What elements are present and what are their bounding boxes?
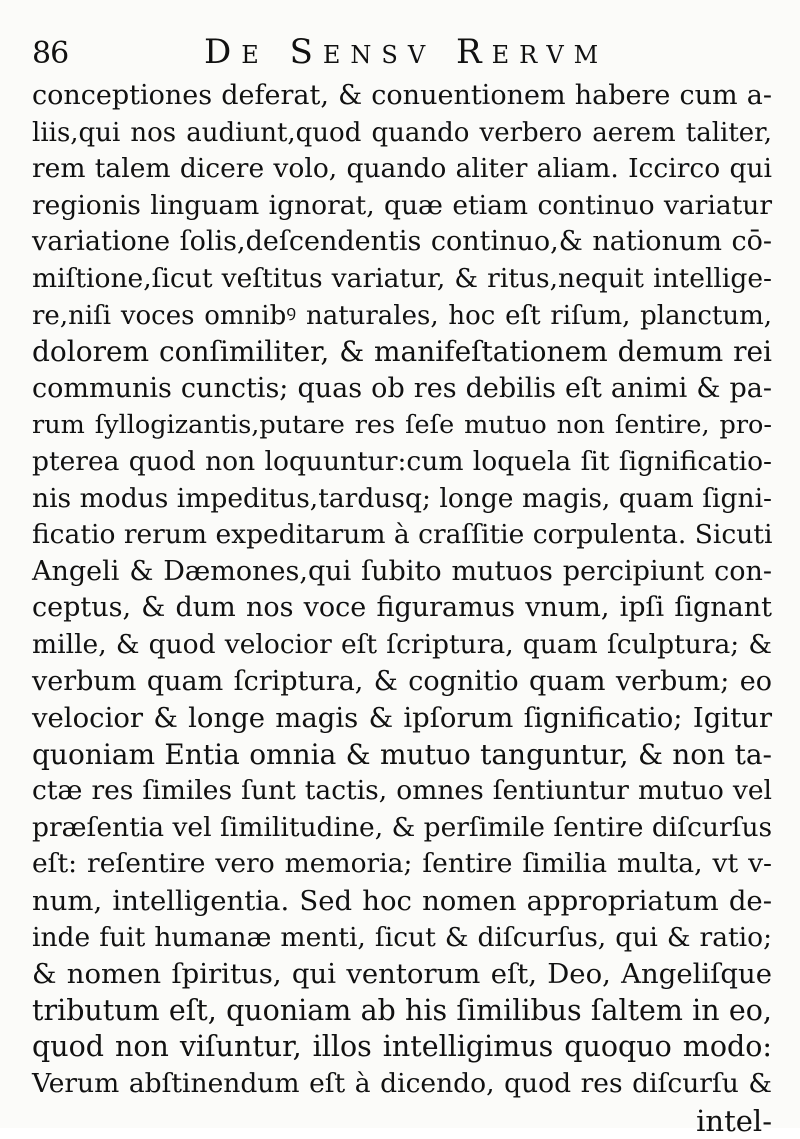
text-line: verbum quam ſcriptura, & cognitio quam verbum; eo: [32, 665, 772, 697]
text-line: regionis linguam ignorat, quæ etiam continuo variatur: [32, 189, 772, 221]
text-line: nis modus impeditus,tardusq; longe magis, quam ſigni-: [32, 482, 772, 514]
text-line: inde fuit humanæ menti, ſicut & diſcurſus, qui & ratio;: [32, 921, 772, 953]
text-line: quod non viſuntur, illos intelligimus quoquo modo:: [32, 1030, 772, 1064]
text-line: re,niſi voces omnibꝰ naturales, hoc eſt riſum, planctum,: [32, 300, 772, 331]
text-line: conceptiones deferat, & conuentionem habere cum a-: [32, 80, 772, 111]
text-line: variatione ſolis,deſcendentis continuo,& nationum cō-: [32, 226, 772, 258]
text-line: Angeli & Dæmones,qui ſubito mutuos percipiunt con-: [32, 555, 772, 587]
text-line: tributum eſt, quoniam ab his ſimilibus ſaltem in eo,: [32, 993, 772, 1027]
text-line: miſtione,ſicut veſtitus variatur, & ritus,nequit intellige-: [32, 262, 772, 294]
text-line: ctæ res ſimiles ſunt tactis, omnes ſentiuntur mutuo vel: [32, 775, 772, 807]
text-line: præſentia vel ſimilitudine, & perſimile ſentire diſcurſus: [32, 811, 773, 843]
text-line: liis,qui nos audiunt,quod quando verbero aerem taliter,: [32, 117, 772, 148]
text-line: eſt: reſentire vero memoria; ſentire ſimilia multa, vt v-: [32, 848, 772, 880]
text-line: dolorem conſimiliter, & manifeſtationem demum rei: [32, 335, 772, 369]
catchword: intel-: [696, 1103, 772, 1138]
text-line: ficatio rerum expeditarum à craſſitie corpulenta. Sicuti: [32, 519, 773, 551]
text-line: Verum abſtinendum eſt à dicendo, quod res diſcurſu &: [32, 1068, 772, 1100]
text-line: ceptus, & dum nos voce figuramus vnum, ipſi ſignant: [32, 592, 772, 624]
page-number: 86: [32, 36, 69, 71]
text-line: rum ſyllogizantis,putare res ſeſe mutuo non ſentire, pro-: [32, 410, 772, 441]
page-header: [28, 30, 768, 74]
text-line: & nomen ſpiritus, qui ventorum eſt, Deo, Angeliſque: [32, 958, 772, 991]
text-line: rem talem dicere volo, quando aliter aliam. Iccirco qui: [32, 153, 772, 185]
text-line: pterea quod non loquuntur:cum loquela ſit ſignificatio-: [32, 445, 772, 477]
text-line: mille, & quod velocior eſt ſcriptura, quam ſculptura; &: [32, 628, 772, 660]
text-line: communis cunctis; quas ob res debilis eſt animi & pa-: [32, 372, 772, 404]
text-line: velocior & longe magis & ipſorum ſignificatio; Igitur: [32, 702, 772, 735]
text-line: quoniam Entia omnia & mutuo tanguntur, & non ta-: [32, 737, 772, 771]
text-line: num, intelligentia. Sed hoc nomen appropriatum de-: [32, 885, 772, 918]
running-head: De Sensv Rervm: [204, 32, 609, 72]
body-text: [32, 78, 772, 1139]
